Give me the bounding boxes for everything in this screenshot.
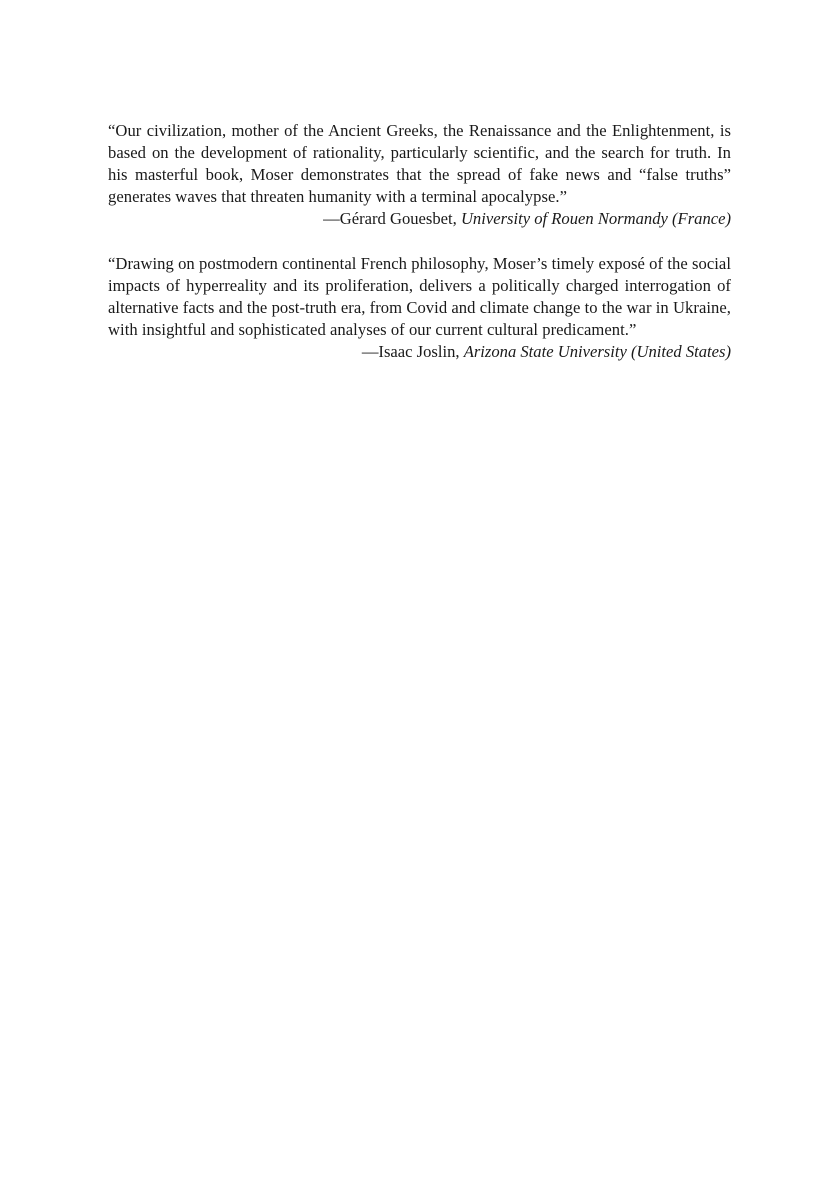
endorsement-quote: “Drawing on postmodern continental French philosophy, Moser’s timely exposé of the social impacts of hyperreality and its proliferation, delivers a politically charged interrogation of alternative facts and the post-truth era, from Covid and climate change to the war in Ukraine, with insightful and sophisticated analyses of our current cultural predicament.” xyxy=(108,254,731,339)
endorser-affiliation: University of Rouen Normandy (France) xyxy=(460,209,731,228)
endorsement-attribution xyxy=(108,208,731,230)
endorsement-blurb xyxy=(108,120,731,230)
endorser-name: —Isaac Joslin, xyxy=(361,342,464,361)
endorsements-page xyxy=(108,120,731,363)
endorsement-quote: “Our civilization, mother of the Ancient Greeks, the Renaissance and the Enlightenment, is based on the development of rationality, particularly scientific, and the search for truth. In his masterful book, Moser demonstrates that the spread of fake news and “false truths” generates waves that threaten humanity with a terminal apocalypse.” xyxy=(108,121,731,206)
endorsement-attribution xyxy=(108,341,731,363)
endorser-name: —Gérard Gouesbet, xyxy=(323,209,461,228)
endorser-affiliation: Arizona State University (United States) xyxy=(463,342,731,361)
endorsement-blurb xyxy=(108,253,731,363)
